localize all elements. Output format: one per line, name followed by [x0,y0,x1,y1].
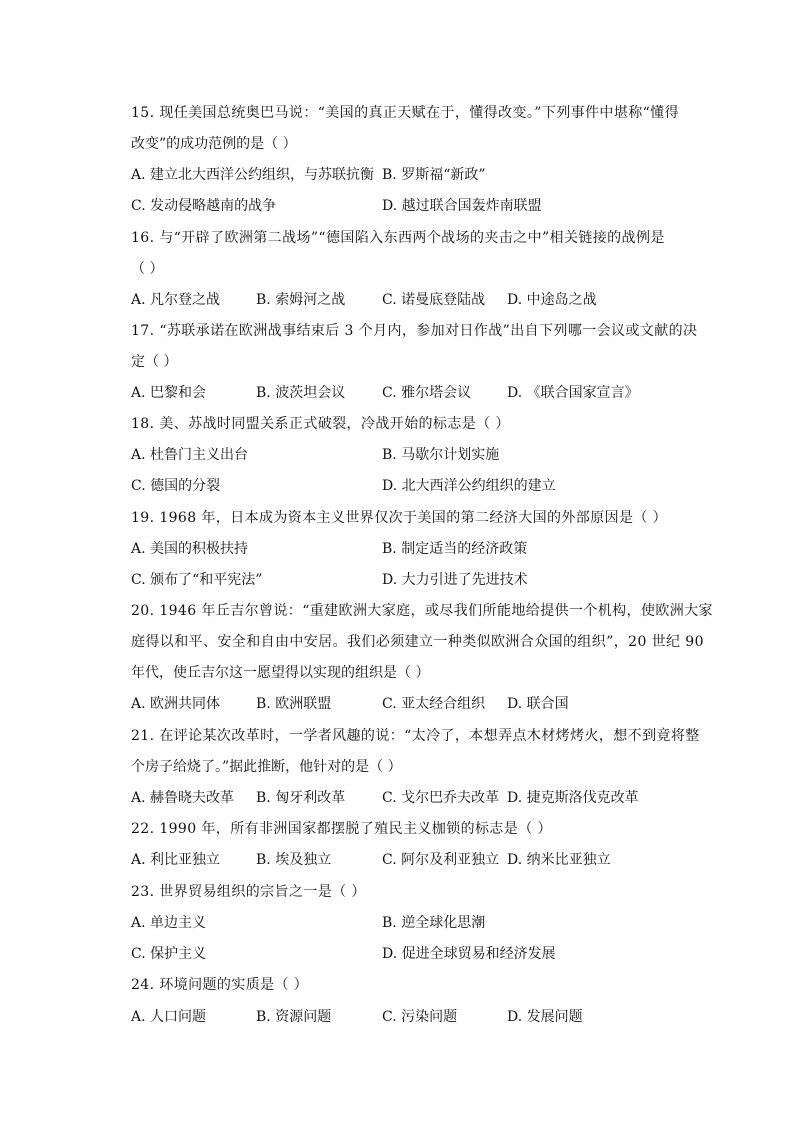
question-16-stem-line-2: （ ） [131,261,164,277]
question-18-options-row-1 [0,444,794,466]
question-18-stem: 18. 美、苏战时同盟关系正式破裂，冷战开始的标志是（ ） [131,416,510,432]
question-17-stem-line-2: 定（ ） [131,354,178,370]
question-23-stem: 23. 世界贸易组织的宗旨之一是（ ） [131,884,366,900]
question-19-stem: 19. 1968 年，日本成为资本主义世界仅次于美国的第二经济大国的外部原因是（ ） [131,510,668,526]
question-20-stem-line-1: 20. 1946 年丘吉尔曾说：“重建欧洲大家庭，或尽我们所能地给提供一个机构，使欧洲大家 [131,603,713,619]
option-d[interactable]: D. 越过联合国轰炸南联盟 [382,198,542,214]
option-b[interactable]: B. 罗斯福“新政” [382,167,486,183]
option-d[interactable]: D. 捷克斯洛伐克改革 [507,790,639,806]
option-d[interactable]: D. 大力引进了先进技术 [382,572,528,588]
option-c[interactable]: C. 保护主义 [131,946,207,962]
option-b[interactable]: B. 逆全球化思潮 [382,915,486,931]
option-b[interactable]: B. 欧洲联盟 [256,696,332,712]
option-a[interactable]: A. 美国的积极扶持 [131,541,249,557]
option-d[interactable]: D. 北大西洋公约组织的建立 [382,478,556,494]
question-17-stem-line-1: 17. “苏联承诺在欧洲战事结束后 3 个月内，参加对日作战”出自下列哪一会议或文献的决 [131,323,698,339]
option-b[interactable]: B. 制定适当的经济政策 [382,541,528,557]
option-a[interactable]: A. 人口问题 [131,1009,207,1025]
option-a[interactable]: A. 巴黎和会 [131,385,207,401]
option-c[interactable]: C. 颁布了“和平宪法” [131,572,263,588]
option-d[interactable]: D. 中途岛之战 [507,292,597,308]
option-b[interactable]: B. 埃及独立 [256,852,332,868]
question-19-options-row-1 [0,538,794,560]
question-18-options-row-2 [0,475,794,497]
option-b[interactable]: B. 波茨坦会议 [256,385,346,401]
question-22-options [0,849,794,871]
option-d[interactable]: D. 纳米比亚独立 [507,852,611,868]
question-24-stem: 24. 环境问题的实质是（ ） [131,977,309,993]
option-b[interactable]: B. 匈牙利改革 [256,790,346,806]
option-c[interactable]: C. 德国的分裂 [131,478,221,494]
option-c[interactable]: C. 戈尔巴乔夫改革 [382,790,500,806]
option-a[interactable]: A. 杜鲁门主义出台 [131,447,249,463]
option-c[interactable]: C. 发动侵略越南的战争 [131,198,277,214]
option-c[interactable]: C. 雅尔塔会议 [382,385,472,401]
question-19-options-row-2 [0,569,794,591]
option-a[interactable]: A. 赫鲁晓夫改革 [131,790,235,806]
option-a[interactable]: A. 欧洲共同体 [131,696,221,712]
question-21-stem-line-1: 21. 在评论某次改革时，一学者风趣的说：“太冷了，本想弄点木材烤烤火，想不到竟将整 [131,728,700,744]
question-21-options [0,787,794,809]
question-20-stem-line-3: 年代，使丘吉尔这一愿望得以实现的组织是（ ） [131,665,430,681]
question-15-stem-line-2: 改变”的成功范例的是（ ） [131,136,297,152]
option-a[interactable]: A. 利比亚独立 [131,852,221,868]
option-c[interactable]: C. 诺曼底登陆战 [382,292,486,308]
question-17-options [0,382,794,404]
question-22-stem: 22. 1990 年，所有非洲国家都摆脱了殖民主义枷锁的标志是（ ） [131,821,552,837]
question-20-options [0,693,794,715]
option-d[interactable]: D. 《联合国家宣言》 [507,385,639,401]
option-d[interactable]: D. 联合国 [507,696,569,712]
option-a[interactable]: A. 单边主义 [131,915,207,931]
option-c[interactable]: C. 亚太经合组织 [382,696,486,712]
option-c[interactable]: C. 污染问题 [382,1009,458,1025]
option-d[interactable]: D. 发展问题 [507,1009,583,1025]
question-16-options [0,289,794,311]
question-20-stem-line-2: 庭得以和平、安全和自由中安居。我们必须建立一种类似欧洲合众国的组织”，20 世纪 90 [131,634,704,650]
question-15-options-row-1 [0,164,794,186]
option-b[interactable]: B. 索姆河之战 [256,292,346,308]
option-b[interactable]: B. 资源问题 [256,1009,332,1025]
question-15-stem-line-1: 15. 现任美国总统奥巴马说：“美国的真正天赋在于，懂得改变。”下列事件中堪称“懂得 [131,105,679,121]
question-16-stem-line-1: 16. 与“开辟了欧洲第二战场”“德国陷入东西两个战场的夹击之中”相关链接的战例是 [131,230,665,246]
option-c[interactable]: C. 阿尔及利亚独立 [382,852,500,868]
question-23-options-row-2 [0,943,794,965]
option-b[interactable]: B. 马歇尔计划实施 [382,447,500,463]
question-23-options-row-1 [0,912,794,934]
question-24-options [0,1006,794,1028]
option-a[interactable]: A. 建立北大西洋公约组织，与苏联抗衡 [131,167,375,183]
question-21-stem-line-2: 个房子给烧了。”据此推断，他针对的是（ ） [131,759,402,775]
option-a[interactable]: A. 凡尔登之战 [131,292,221,308]
question-15-options-row-2 [0,195,794,217]
option-d[interactable]: D. 促进全球贸易和经济发展 [382,946,556,962]
